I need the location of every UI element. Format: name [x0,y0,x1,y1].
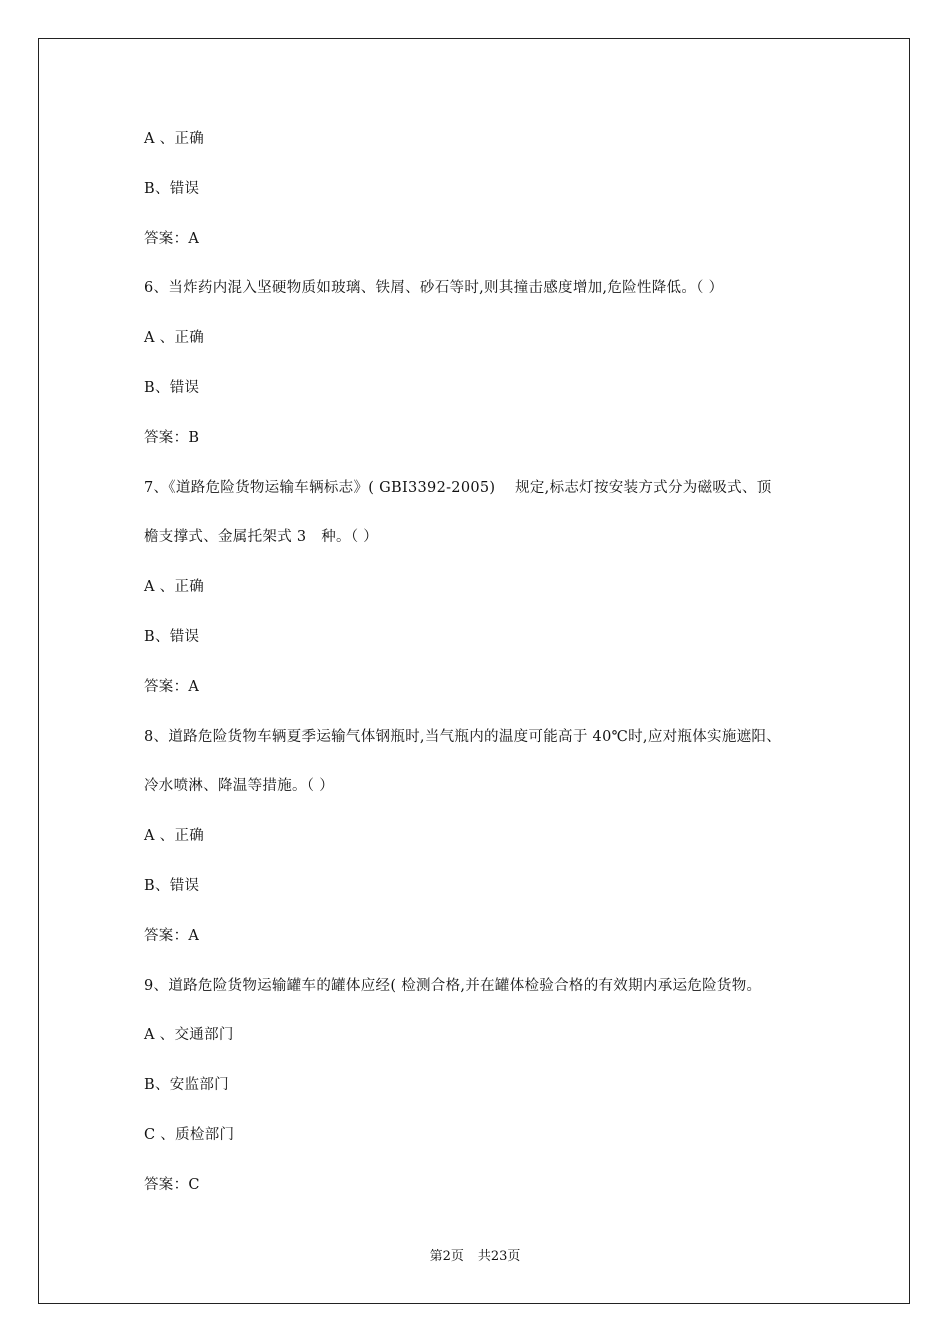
answer-q7: 答案：A [144,679,200,695]
answer-q9: 答案：C [144,1177,200,1193]
answer-q6: 答案：B [144,430,200,446]
option-b-q7: B、错误 [144,629,200,645]
question-8-line-2: 冷水喷淋、降温等措施。（ ） [144,778,335,794]
answer-q8: 答案：A [144,928,200,944]
answer-q5: 答案：A [144,231,200,247]
option-a-q9: A 、交通部门 [144,1027,234,1043]
option-a-q5: A 、正确 [144,131,205,147]
question-7-line-2: 檐支撑式、金属托架式 3 种。（ ） [144,529,379,545]
page-frame [38,38,910,1304]
option-b-q5: B、错误 [144,181,200,197]
question-9: 9、道路危险货物运输罐车的罐体应经( 检测合格,并在罐体检验合格的有效期内承运危险货物。 [144,978,762,994]
option-b-q6: B、错误 [144,380,200,396]
page-number: 第2页 [429,1249,464,1264]
question-7-line-1: 7、《道路危险货物运输车辆标志》( GBI3392-2005) 规定,标志灯按安装方式分为磁吸式、顶 [144,480,772,496]
option-b-q8: B、错误 [144,878,200,894]
option-b-q9: B、安监部门 [144,1077,229,1093]
option-a-q6: A 、正确 [144,330,205,346]
question-6: 6、当炸药内混入坚硬物质如玻璃、铁屑、砂石等时,则其撞击感度增加,危险性降低。（ ） [144,280,724,296]
page-footer [0,1248,950,1266]
option-a-q8: A 、正确 [144,828,205,844]
option-a-q7: A 、正确 [144,579,205,595]
question-8-line-1: 8、道路危险货物车辆夏季运输气体钢瓶时,当气瓶内的温度可能高于 40℃时,应对瓶体实施遮阳、 [144,729,782,745]
option-c-q9: C 、质检部门 [144,1127,235,1143]
total-pages: 共23页 [477,1249,521,1264]
